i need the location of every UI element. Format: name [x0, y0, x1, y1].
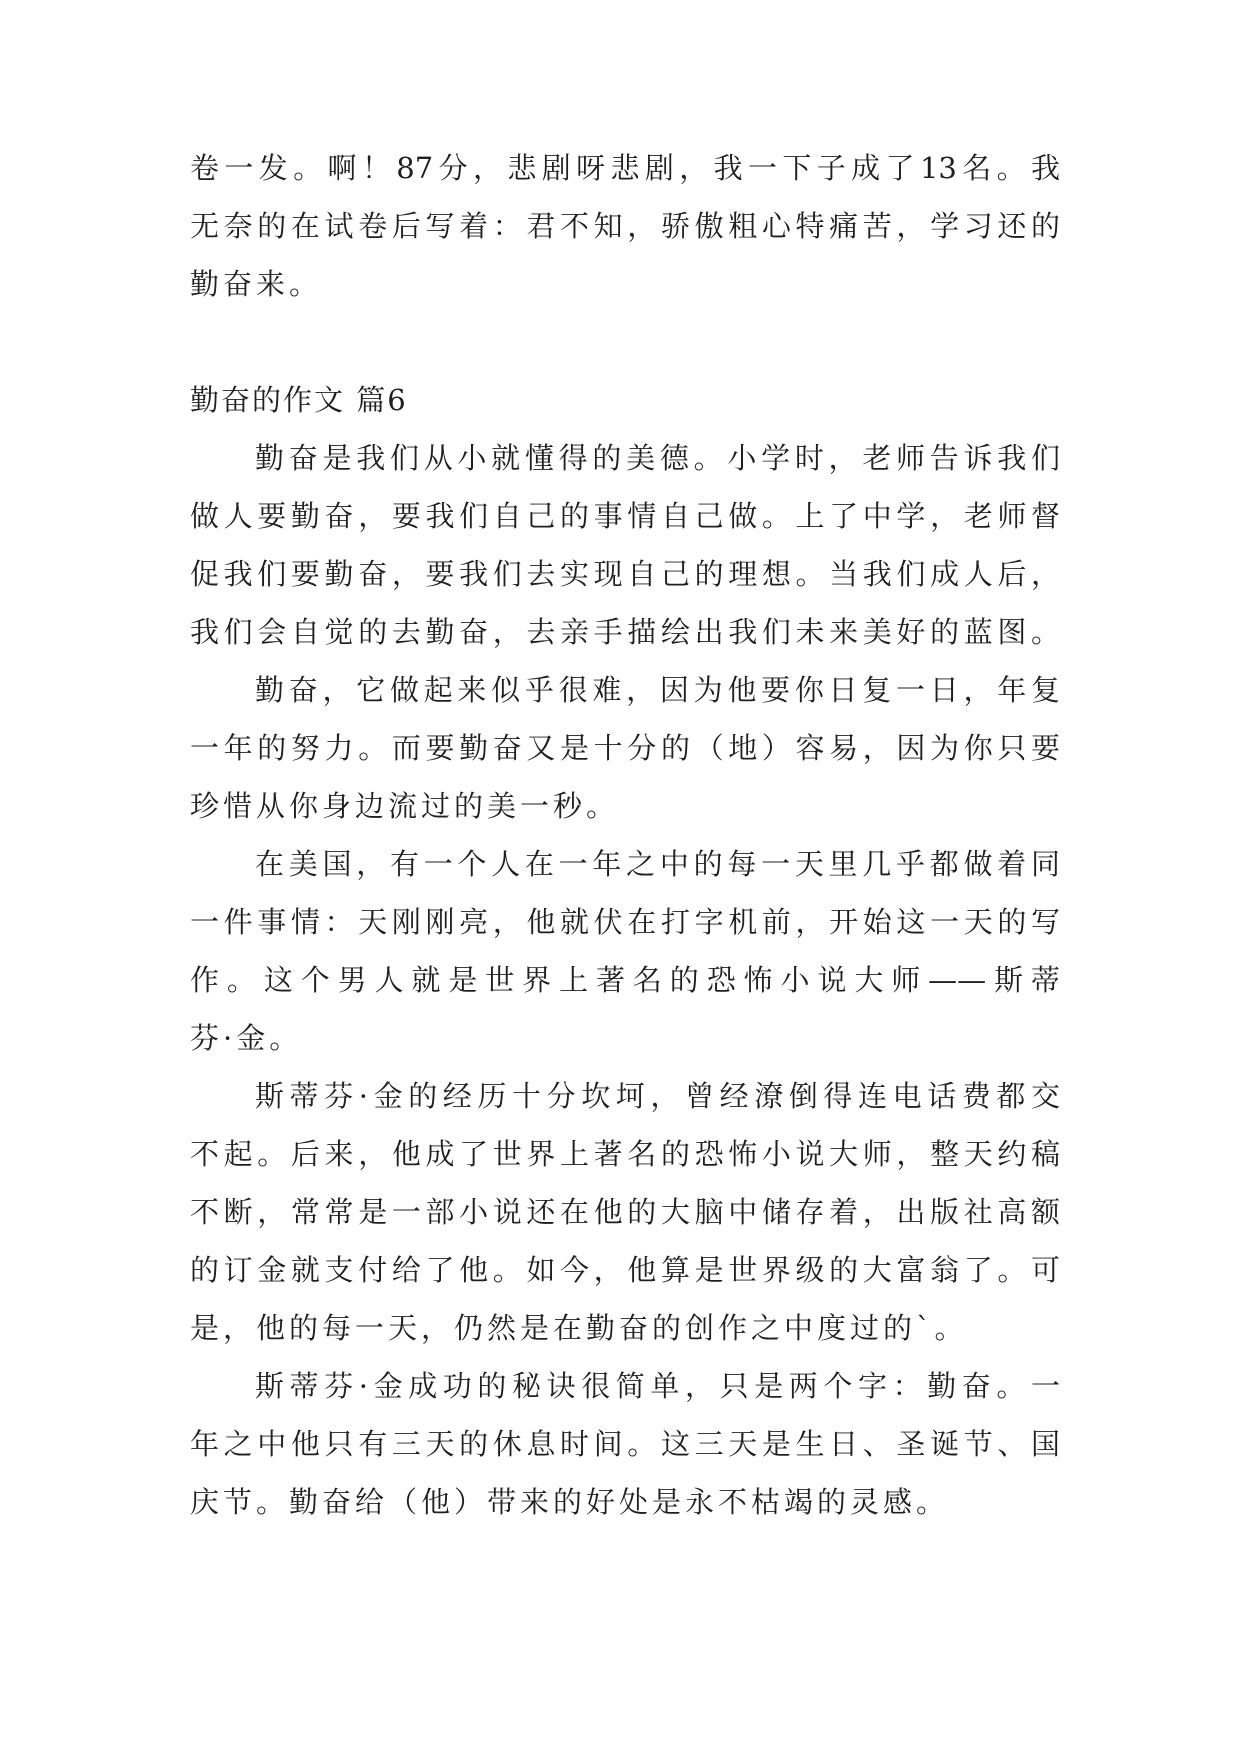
text-line: 的订金就支付给了他。如今，他算是世界级的大富翁了。可: [190, 1253, 1060, 1287]
text-line: 作。这个男人就是世界上著名的恐怖小说大师——斯蒂: [190, 963, 1060, 997]
text-line: 我们会自觉的去勤奋，去亲手描绘出我们未来美好的蓝图。: [190, 615, 1060, 649]
text-line: 庆节。勤奋给（他）带来的好处是永不枯竭的灵感。: [190, 1485, 950, 1519]
text-line: 斯蒂芬·金的经历十分坎坷，曾经潦倒得连电话费都交: [255, 1079, 1060, 1113]
text-line: 是，他的每一天，仍然是在勤奋的创作之中度过的`。: [190, 1311, 968, 1345]
text-line: 一年的努力。而要勤奋又是十分的（地）容易，因为你只要: [190, 731, 1060, 765]
text-line: 勤奋是我们从小就懂得的美德。小学时，老师告诉我们: [255, 441, 1060, 475]
section-heading: 勤奋的作文 篇6: [190, 383, 408, 417]
text-line: 勤奋来。: [190, 267, 323, 301]
text-line: 卷一发。啊！87分，悲剧呀悲剧，我一下子成了13名。我: [190, 151, 1060, 185]
text-line: 做人要勤奋，要我们自己的事情自己做。上了中学，老师督: [190, 499, 1060, 533]
text-line: 芬·金。: [190, 1021, 303, 1055]
text-line: 无奈的在试卷后写着：君不知，骄傲粗心特痛苦，学习还的: [190, 209, 1060, 243]
text-line: 年之中他只有三天的休息时间。这三天是生日、圣诞节、国: [190, 1427, 1060, 1461]
text-line: 在美国，有一个人在一年之中的每一天里几乎都做着同: [255, 847, 1060, 881]
text-line: 一件事情：天刚刚亮，他就伏在打字机前，开始这一天的写: [190, 905, 1060, 939]
text-line: 斯蒂芬·金成功的秘诀很简单，只是两个字：勤奋。一: [255, 1369, 1060, 1403]
text-line: 促我们要勤奋，要我们去实现自己的理想。当我们成人后，: [190, 557, 1060, 591]
text-line: 珍惜从你身边流过的美一秒。: [190, 789, 620, 823]
text-line: 勤奋，它做起来似乎很难，因为他要你日复一日，年复: [255, 673, 1060, 707]
text-line: 不断，常常是一部小说还在他的大脑中储存着，出版社高额: [190, 1195, 1060, 1229]
text-line: 不起。后来，他成了世界上著名的恐怖小说大师，整天约稿: [190, 1137, 1060, 1171]
